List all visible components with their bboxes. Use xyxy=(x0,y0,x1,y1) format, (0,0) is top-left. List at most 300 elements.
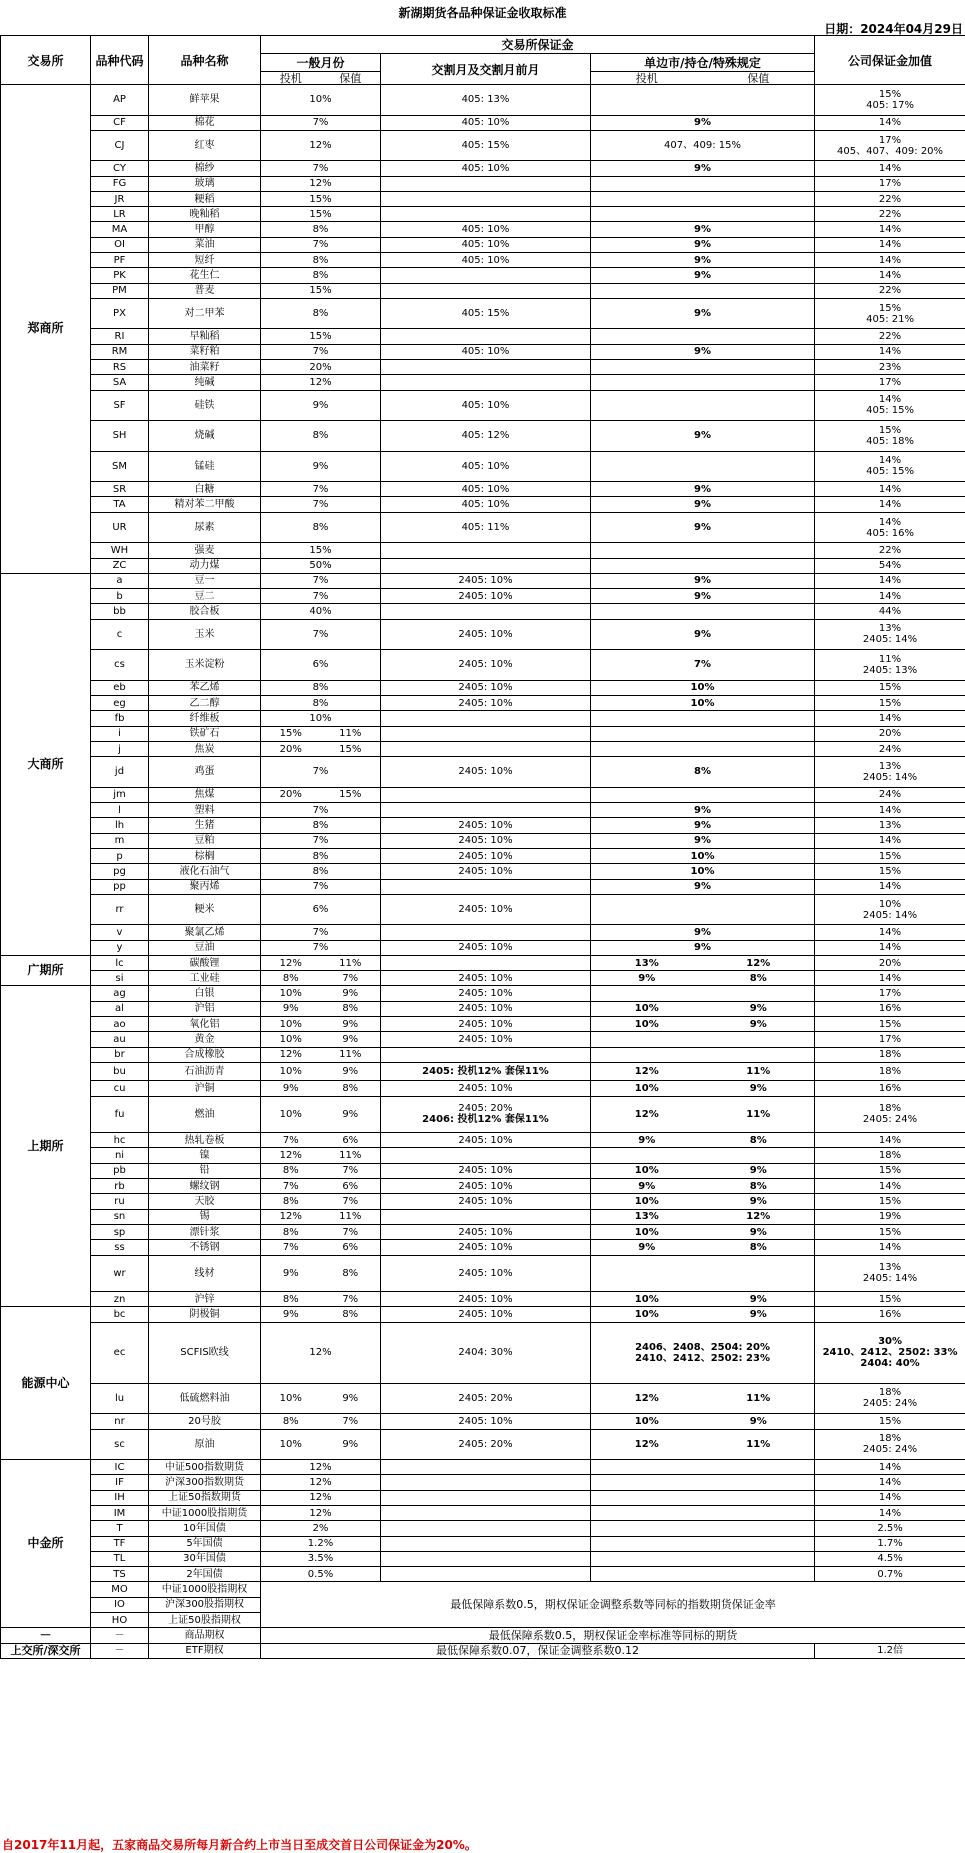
product-name: 白银 xyxy=(149,986,261,1001)
general-spec-margin: 12% xyxy=(261,1209,321,1224)
delivery-margin xyxy=(381,879,591,894)
delivery-margin xyxy=(381,741,591,756)
table-row xyxy=(1,1163,965,1178)
unilateral-margin xyxy=(591,741,815,756)
general-margin: 15% xyxy=(261,191,381,206)
table-row xyxy=(1,1133,965,1148)
product-name: 线材 xyxy=(149,1255,261,1292)
table-row xyxy=(1,298,965,329)
product-name: 低硫燃料油 xyxy=(149,1383,261,1414)
product-name: 粳稻 xyxy=(149,191,261,206)
unilateral-margin xyxy=(591,1032,815,1047)
delivery-margin xyxy=(381,115,591,130)
unilateral-spec-margin: 9% xyxy=(591,1240,703,1255)
unilateral-margin xyxy=(591,1490,815,1505)
general-spec-margin: 8% xyxy=(261,971,321,986)
company-margin: 14% xyxy=(815,161,965,176)
exchange-cell: 上期所 xyxy=(1,986,91,1307)
table-row xyxy=(1,711,965,726)
delivery-margin-line: 405: 10% xyxy=(381,255,590,266)
general-margin: 12% xyxy=(261,130,381,161)
product-code: PM xyxy=(91,283,149,298)
table-row xyxy=(1,85,965,116)
company-margin: 14% xyxy=(815,573,965,588)
table-row xyxy=(1,787,965,802)
table-row xyxy=(1,696,965,711)
unilateral-margin: 9% xyxy=(591,115,815,130)
delivery-margin xyxy=(381,1429,591,1460)
unilateral-margin: 2406、2408、2504: 20% 2410、2412、2502: 23% xyxy=(591,1322,815,1383)
unilateral-margin xyxy=(591,390,815,421)
general-spec-margin: 8% xyxy=(261,1292,321,1307)
delivery-margin-line: 2405: 10% xyxy=(381,629,590,640)
table-row xyxy=(1,1490,965,1505)
table-row xyxy=(1,207,965,222)
company-margin: 15% xyxy=(815,1163,965,1178)
product-name: 铁矿石 xyxy=(149,726,261,741)
product-name: SCFIS欧线 xyxy=(149,1322,261,1383)
product-name: 30年国债 xyxy=(149,1551,261,1566)
company-margin: 14% xyxy=(815,803,965,818)
product-name: 强麦 xyxy=(149,543,261,558)
unilateral-margin: 9% xyxy=(591,940,815,955)
unilateral-margin: 8% xyxy=(591,757,815,788)
product-name: 塑料 xyxy=(149,803,261,818)
product-code: JR xyxy=(91,191,149,206)
general-margin: 12% xyxy=(261,375,381,390)
general-margin: 7% xyxy=(261,573,381,588)
product-name: 黄金 xyxy=(149,1032,261,1047)
product-code: AP xyxy=(91,85,149,116)
table-row xyxy=(1,512,965,543)
general-margin: 8% xyxy=(261,253,381,268)
company-margin: 14% 405: 15% xyxy=(815,390,965,421)
product-code: b xyxy=(91,589,149,604)
product-name: 沪锌 xyxy=(149,1292,261,1307)
product-name: 甲醇 xyxy=(149,222,261,237)
unilateral-hedge-margin: 11% xyxy=(703,1383,815,1414)
delivery-margin xyxy=(381,619,591,650)
company-margin: 15% 405: 18% xyxy=(815,421,965,452)
unilateral-margin xyxy=(591,787,815,802)
delivery-margin xyxy=(381,803,591,818)
product-code: lc xyxy=(91,955,149,970)
company-margin: 15% xyxy=(815,1414,965,1429)
product-name: 乙二醇 xyxy=(149,696,261,711)
delivery-margin-line: 405: 10% xyxy=(381,346,590,357)
company-margin: 14% xyxy=(815,833,965,848)
unilateral-spec-margin: 10% xyxy=(591,1224,703,1239)
product-code: CF xyxy=(91,115,149,130)
company-margin: 14% xyxy=(815,253,965,268)
delivery-margin xyxy=(381,696,591,711)
company-margin: 14% xyxy=(815,344,965,359)
product-code: IH xyxy=(91,1490,149,1505)
delivery-margin-line: 2405: 20% xyxy=(381,1393,590,1404)
product-name: 纤维板 xyxy=(149,711,261,726)
general-spec-margin: 8% xyxy=(261,1414,321,1429)
unilateral-spec-margin: 12% xyxy=(591,1096,703,1133)
company-margin: 15% xyxy=(815,696,965,711)
delivery-margin xyxy=(381,711,591,726)
company-margin: 23% xyxy=(815,360,965,375)
table-row xyxy=(1,848,965,863)
general-hedge-margin: 15% xyxy=(321,787,381,802)
company-margin: 22% xyxy=(815,543,965,558)
general-margin: 8% xyxy=(261,696,381,711)
table-row xyxy=(1,1081,965,1096)
unilateral-hedge-margin: 12% xyxy=(703,1209,815,1224)
delivery-margin xyxy=(381,940,591,955)
delivery-margin xyxy=(381,1307,591,1322)
company-margin: 13% 2405: 14% xyxy=(815,757,965,788)
general-hedge-margin: 7% xyxy=(321,1163,381,1178)
delivery-margin xyxy=(381,222,591,237)
product-code: TS xyxy=(91,1567,149,1582)
company-margin: 14% xyxy=(815,971,965,986)
unilateral-margin: 9% xyxy=(591,421,815,452)
unilateral-spec-margin: 9% xyxy=(591,1133,703,1148)
table-row xyxy=(1,1551,965,1566)
delivery-margin-line: 2405: 10% xyxy=(381,820,590,831)
company-margin: 11% 2405: 13% xyxy=(815,650,965,681)
table-row xyxy=(1,680,965,695)
table-row xyxy=(1,1582,965,1597)
general-margin: 7% xyxy=(261,757,381,788)
product-code: eg xyxy=(91,696,149,711)
delivery-margin xyxy=(381,1255,591,1292)
general-hedge-margin: 7% xyxy=(321,1194,381,1209)
general-hedge-margin: 9% xyxy=(321,1062,381,1080)
general-margin: 7% xyxy=(261,619,381,650)
margin-table xyxy=(0,35,965,1659)
product-name: 鸡蛋 xyxy=(149,757,261,788)
unilateral-margin: 9% xyxy=(591,879,815,894)
table-row xyxy=(1,1224,965,1239)
company-margin: 18% 2405: 24% xyxy=(815,1383,965,1414)
company-margin: 17% xyxy=(815,986,965,1001)
company-margin: 15% xyxy=(815,1194,965,1209)
table-row xyxy=(1,1096,965,1133)
general-hedge-margin: 11% xyxy=(321,1148,381,1163)
general-margin: 8% xyxy=(261,680,381,695)
delivery-margin xyxy=(381,558,591,573)
general-margin: 15% xyxy=(261,283,381,298)
product-name: 上证50股指期权 xyxy=(149,1612,261,1627)
delivery-margin xyxy=(381,894,591,925)
delivery-margin-line: 2405: 10% xyxy=(381,659,590,670)
delivery-margin xyxy=(381,1414,591,1429)
delivery-margin xyxy=(381,757,591,788)
product-code: TL xyxy=(91,1551,149,1566)
table-row xyxy=(1,803,965,818)
table-row xyxy=(1,191,965,206)
product-code: sp xyxy=(91,1224,149,1239)
delivery-margin-line: 2405: 10% xyxy=(381,1309,590,1320)
company-margin: 15% 405: 21% xyxy=(815,298,965,329)
product-code: ss xyxy=(91,1240,149,1255)
delivery-margin xyxy=(381,986,591,1001)
product-code: lh xyxy=(91,818,149,833)
product-name: 豆二 xyxy=(149,589,261,604)
company-margin: 20% xyxy=(815,726,965,741)
delivery-margin-line: 405: 12% xyxy=(381,430,590,441)
delivery-margin-line: 2406: 投机12% 套保11% xyxy=(381,1114,590,1125)
unilateral-margin xyxy=(591,207,815,222)
company-margin: 54% xyxy=(815,558,965,573)
general-hedge-margin: 11% xyxy=(321,1047,381,1062)
product-name: 棉花 xyxy=(149,115,261,130)
unilateral-margin xyxy=(591,85,815,116)
unilateral-spec-margin: 10% xyxy=(591,1081,703,1096)
product-name: 粳米 xyxy=(149,894,261,925)
delivery-margin xyxy=(381,589,591,604)
delivery-margin xyxy=(381,1224,591,1239)
delivery-margin xyxy=(381,329,591,344)
unilateral-margin xyxy=(591,360,815,375)
delivery-margin-line: 2405: 10% xyxy=(381,866,590,877)
product-code: rb xyxy=(91,1179,149,1194)
table-row xyxy=(1,115,965,130)
general-spec-margin: 12% xyxy=(261,955,321,970)
product-code: i xyxy=(91,726,149,741)
delivery-margin-line: 405: 11% xyxy=(381,522,590,533)
delivery-margin xyxy=(381,1322,591,1383)
delivery-margin xyxy=(381,864,591,879)
delivery-margin-line: 2405: 10% xyxy=(381,1135,590,1146)
product-name: 玉米 xyxy=(149,619,261,650)
general-margin: 6% xyxy=(261,650,381,681)
product-name: 沪铜 xyxy=(149,1081,261,1096)
general-margin: 8% xyxy=(261,864,381,879)
table-row xyxy=(1,1179,965,1194)
table-row xyxy=(1,1001,965,1016)
general-margin: 12% xyxy=(261,1460,381,1475)
delivery-margin-line: 405: 10% xyxy=(381,499,590,510)
delivery-margin xyxy=(381,1179,591,1194)
unilateral-margin: 9% xyxy=(591,161,815,176)
table-row xyxy=(1,589,965,604)
product-code: a xyxy=(91,573,149,588)
unilateral-margin xyxy=(591,1255,815,1292)
product-name: 生猪 xyxy=(149,818,261,833)
general-margin: 50% xyxy=(261,558,381,573)
delivery-margin xyxy=(381,1292,591,1307)
delivery-margin-line: 2405: 10% xyxy=(381,973,590,984)
company-margin: 2.5% xyxy=(815,1521,965,1536)
product-name: 燃油 xyxy=(149,1096,261,1133)
product-name: 原油 xyxy=(149,1429,261,1460)
unilateral-hedge-margin: 12% xyxy=(703,955,815,970)
general-hedge-margin: 7% xyxy=(321,1292,381,1307)
delivery-margin-line: 2405: 10% xyxy=(381,942,590,953)
unilateral-spec-margin: 9% xyxy=(591,971,703,986)
delivery-margin xyxy=(381,283,591,298)
product-code: IF xyxy=(91,1475,149,1490)
general-hedge-margin: 7% xyxy=(321,1224,381,1239)
general-hedge-margin: 11% xyxy=(321,726,381,741)
unilateral-margin xyxy=(591,283,815,298)
table-row xyxy=(1,1536,965,1551)
product-name: 菜油 xyxy=(149,237,261,252)
delivery-margin xyxy=(381,390,591,421)
table-row xyxy=(1,986,965,1001)
unilateral-hedge-margin: 8% xyxy=(703,1133,815,1148)
unilateral-hedge-margin: 11% xyxy=(703,1096,815,1133)
general-margin: 40% xyxy=(261,604,381,619)
product-name: 2年国债 xyxy=(149,1567,261,1582)
product-name: 棉纱 xyxy=(149,161,261,176)
product-name: 锰硅 xyxy=(149,451,261,482)
product-code: sn xyxy=(91,1209,149,1224)
general-margin: 12% xyxy=(261,1505,381,1520)
general-margin: 10% xyxy=(261,711,381,726)
product-name: 碳酸锂 xyxy=(149,955,261,970)
delivery-margin-line: 2405: 投机12% 套保11% xyxy=(381,1066,590,1077)
product-name: 石油沥青 xyxy=(149,1062,261,1080)
unilateral-spec-margin: 12% xyxy=(591,1429,703,1460)
product-code: pg xyxy=(91,864,149,879)
company-margin: 22% xyxy=(815,191,965,206)
unilateral-margin xyxy=(591,894,815,925)
product-name: 红枣 xyxy=(149,130,261,161)
delivery-margin xyxy=(381,85,591,116)
unilateral-margin: 10% xyxy=(591,848,815,863)
general-hedge-margin: 9% xyxy=(321,1096,381,1133)
company-margin: 14% xyxy=(815,1460,965,1475)
table-row xyxy=(1,619,965,650)
product-code: ag xyxy=(91,986,149,1001)
product-name: 锡 xyxy=(149,1209,261,1224)
table-row xyxy=(1,1240,965,1255)
unilateral-spec-margin: 10% xyxy=(591,1194,703,1209)
table-row xyxy=(1,726,965,741)
table-row xyxy=(1,1628,965,1643)
unilateral-margin xyxy=(591,1475,815,1490)
delivery-margin xyxy=(381,818,591,833)
product-code: sc xyxy=(91,1429,149,1460)
product-name: 短纤 xyxy=(149,253,261,268)
table-row xyxy=(1,1032,965,1047)
product-code: SA xyxy=(91,375,149,390)
delivery-margin xyxy=(381,848,591,863)
general-margin: 7% xyxy=(261,237,381,252)
unilateral-margin: 9% xyxy=(591,253,815,268)
product-code: m xyxy=(91,833,149,848)
delivery-margin xyxy=(381,375,591,390)
table-row xyxy=(1,237,965,252)
delivery-margin xyxy=(381,680,591,695)
exchange-cell: 中金所 xyxy=(1,1460,91,1628)
product-code: TA xyxy=(91,497,149,512)
product-code: bu xyxy=(91,1062,149,1080)
product-name: 焦煤 xyxy=(149,787,261,802)
general-spec-margin: 9% xyxy=(261,1001,321,1016)
unilateral-margin xyxy=(591,1521,815,1536)
company-margin: 15% xyxy=(815,864,965,879)
delivery-margin-line: 2405: 10% xyxy=(381,591,590,602)
general-spec-margin: 15% xyxy=(261,726,321,741)
delivery-margin-line: 405: 10% xyxy=(381,484,590,495)
general-hedge-margin: 8% xyxy=(321,1001,381,1016)
general-spec-margin: 9% xyxy=(261,1307,321,1322)
product-code: RI xyxy=(91,329,149,344)
company-margin: 14% xyxy=(815,1179,965,1194)
product-code: ni xyxy=(91,1148,149,1163)
delivery-margin-line: 2405: 10% xyxy=(381,1034,590,1045)
general-margin: 15% xyxy=(261,207,381,222)
general-margin: 15% xyxy=(261,543,381,558)
table-row xyxy=(1,1255,965,1292)
table-row xyxy=(1,955,965,970)
product-code: fu xyxy=(91,1096,149,1133)
company-margin: 1.7% xyxy=(815,1536,965,1551)
company-margin: 17% xyxy=(815,176,965,191)
company-margin: 15% xyxy=(815,848,965,863)
unilateral-margin: 9% xyxy=(591,803,815,818)
delivery-margin-line: 2405: 10% xyxy=(381,988,590,999)
exchange-cell: 郑商所 xyxy=(1,85,91,574)
delivery-margin-line: 2405: 10% xyxy=(381,851,590,862)
unilateral-margin xyxy=(591,558,815,573)
general-margin: 8% xyxy=(261,421,381,452)
product-code: SR xyxy=(91,482,149,497)
unilateral-margin: 10% xyxy=(591,680,815,695)
general-margin: 7% xyxy=(261,925,381,940)
product-code: IC xyxy=(91,1460,149,1475)
delivery-margin-line: 2405: 10% xyxy=(381,1196,590,1207)
delivery-margin-line: 405: 10% xyxy=(381,224,590,235)
delivery-margin-line: 405: 10% xyxy=(381,239,590,250)
unilateral-spec-margin: 9% xyxy=(591,1179,703,1194)
table-row xyxy=(1,390,965,421)
table-row xyxy=(1,1429,965,1460)
company-margin: 13% xyxy=(815,818,965,833)
product-name: 不锈钢 xyxy=(149,1240,261,1255)
product-code: SM xyxy=(91,451,149,482)
unilateral-margin xyxy=(591,1505,815,1520)
general-spec-margin: 12% xyxy=(261,1148,321,1163)
product-name: 中证1000股指期货 xyxy=(149,1505,261,1520)
unilateral-hedge-margin: 9% xyxy=(703,1307,815,1322)
unilateral-margin: 9% xyxy=(591,482,815,497)
company-margin: 20% xyxy=(815,955,965,970)
table-row xyxy=(1,344,965,359)
delivery-margin xyxy=(381,1081,591,1096)
unilateral-hedge-margin: 9% xyxy=(703,1292,815,1307)
table-row xyxy=(1,1017,965,1032)
unilateral-margin xyxy=(591,191,815,206)
general-margin: 8% xyxy=(261,512,381,543)
delivery-margin xyxy=(381,344,591,359)
product-name: 玉米淀粉 xyxy=(149,650,261,681)
unilateral-margin: 10% xyxy=(591,696,815,711)
delivery-margin-line: 2405: 10% xyxy=(381,698,590,709)
table-row xyxy=(1,1643,965,1658)
product-name: 合成橡胶 xyxy=(149,1047,261,1062)
unilateral-hedge-margin: 8% xyxy=(703,971,815,986)
delivery-margin xyxy=(381,482,591,497)
delivery-margin xyxy=(381,161,591,176)
table-row xyxy=(1,253,965,268)
unilateral-hedge-margin: 8% xyxy=(703,1240,815,1255)
company-margin: 14% xyxy=(815,115,965,130)
general-spec-margin: 9% xyxy=(261,1081,321,1096)
delivery-margin-line: 2405: 10% xyxy=(381,1242,590,1253)
table-row xyxy=(1,604,965,619)
table-row xyxy=(1,268,965,283)
delivery-margin-line: 2405: 20% xyxy=(381,1439,590,1450)
